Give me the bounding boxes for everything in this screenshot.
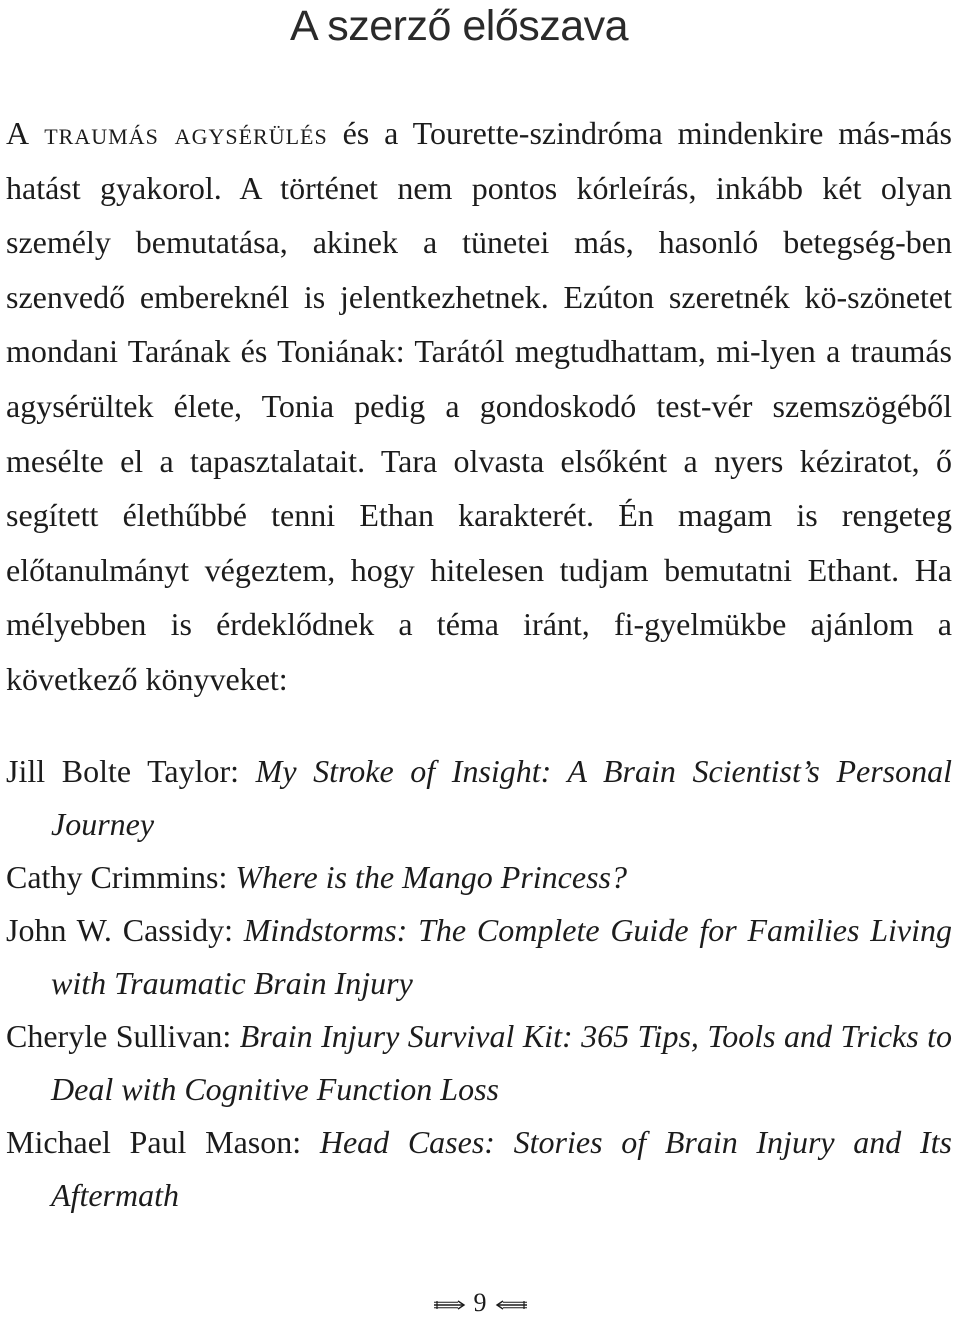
book-title: Where is the Mango Princess? <box>235 859 627 895</box>
book-author: Michael Paul Mason: <box>6 1124 320 1160</box>
page-title: A szerző előszava <box>290 2 629 50</box>
book-item <box>6 1010 952 1116</box>
book-author: Cathy Crimmins: <box>6 859 236 895</box>
intro-paragraph <box>6 106 952 707</box>
right-arrow-ornament-icon <box>495 1300 529 1310</box>
book-author: Jill Bolte Taylor: <box>6 753 256 789</box>
book-list <box>6 745 952 1222</box>
book-title: Mindstorms: The Complete Guide for Families Living with Traumatic Brain Injury <box>51 912 953 1001</box>
left-arrow-ornament-icon <box>432 1300 466 1310</box>
book-title: Head Cases: Stories of Brain Injury and Its Aftermath <box>51 1124 953 1213</box>
intro-lead-smallcaps: A traumás agysérülés <box>6 115 328 151</box>
book-item <box>6 904 952 1010</box>
intro-text: és a Tourette-szindróma mindenkire más-más hatást gyakorol. A történet nem pontos kórleírás, inkább két olyan személy bemutatása, akinek a tünetei más, hasonló betegség-ben szenvedő embereknél is jelentkezhetnek. Ezúton szeretnék kö-szönetet mondani Tarának és Toniának: Tarától megtudhattam, mi-lyen a traumás agysérültek élete, Tonia pedig a gondoskodó test-vér szemszögéből mesélte el a tapasztalatait. Tara olvasta elsőként a nyers kéziratot, ő segített élethűbbé tenni Ethan karakterét. Én magam is rengeteg előtanulmányt végeztem, hogy hitelesen tudjam bemutatni Ethant. Ha mélyebben is érdeklődnek a téma iránt, fi-gyelmükbe ajánlom a következő könyveket: <box>6 115 952 697</box>
book-title: My Stroke of Insight: A Brain Scientist’s Personal Journey <box>51 753 953 842</box>
book-title: Brain Injury Survival Kit: 365 Tips, Tools and Tricks to Deal with Cognitive Function Loss <box>51 1018 953 1107</box>
book-author: Cheryle Sullivan: <box>6 1018 240 1054</box>
book-item <box>6 745 952 851</box>
page-number: 9 <box>473 1288 487 1317</box>
book-item <box>6 1116 952 1222</box>
page-number-footer <box>0 1286 960 1320</box>
book-author: John W. Cassidy: <box>6 912 244 948</box>
book-item <box>6 851 952 904</box>
